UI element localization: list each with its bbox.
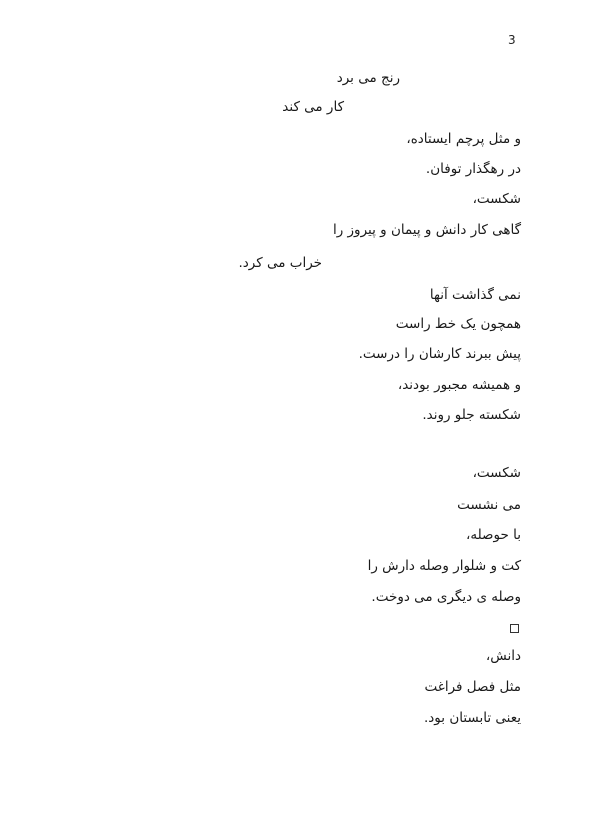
- poem-line: و همیشه مجبور بودند،: [397, 377, 521, 393]
- poem-line: دانش،: [485, 648, 521, 664]
- poem-line: یعنی تابستان بود.: [424, 710, 521, 726]
- poem-line: خراب می کرد.: [238, 255, 322, 271]
- poem-line: رنج می برد: [336, 70, 400, 86]
- poem-line: می نشست: [457, 497, 521, 513]
- poem-line: گاهی کار دانش و پیمان و پیروز را: [332, 222, 521, 238]
- poem-line: شکست،: [472, 465, 521, 481]
- poem-line: پیش ببرند کارشان را درست.: [358, 346, 521, 362]
- poem-line: همچون یک خط راست: [395, 316, 521, 332]
- poem-line: وصله ی دیگری می دوخت.: [371, 589, 521, 605]
- poem-line: کت و شلوار وصله دارش را: [367, 558, 521, 574]
- poem-line: شکست،: [472, 191, 521, 207]
- poem-line: شکسته جلو روند.: [422, 407, 521, 423]
- poem-line: کار می کند: [282, 99, 344, 115]
- page-number: 3: [508, 33, 516, 47]
- square-outline-icon: [510, 624, 519, 633]
- poem-line: در رهگذار توفان.: [425, 161, 521, 177]
- poem-line: نمی گذاشت آنها: [429, 287, 521, 303]
- poem-line: و مثل پرچم ایستاده،: [406, 131, 521, 147]
- poem-line: مثل فصل فراغت: [424, 679, 521, 695]
- poem-line: با حوصله،: [465, 527, 521, 543]
